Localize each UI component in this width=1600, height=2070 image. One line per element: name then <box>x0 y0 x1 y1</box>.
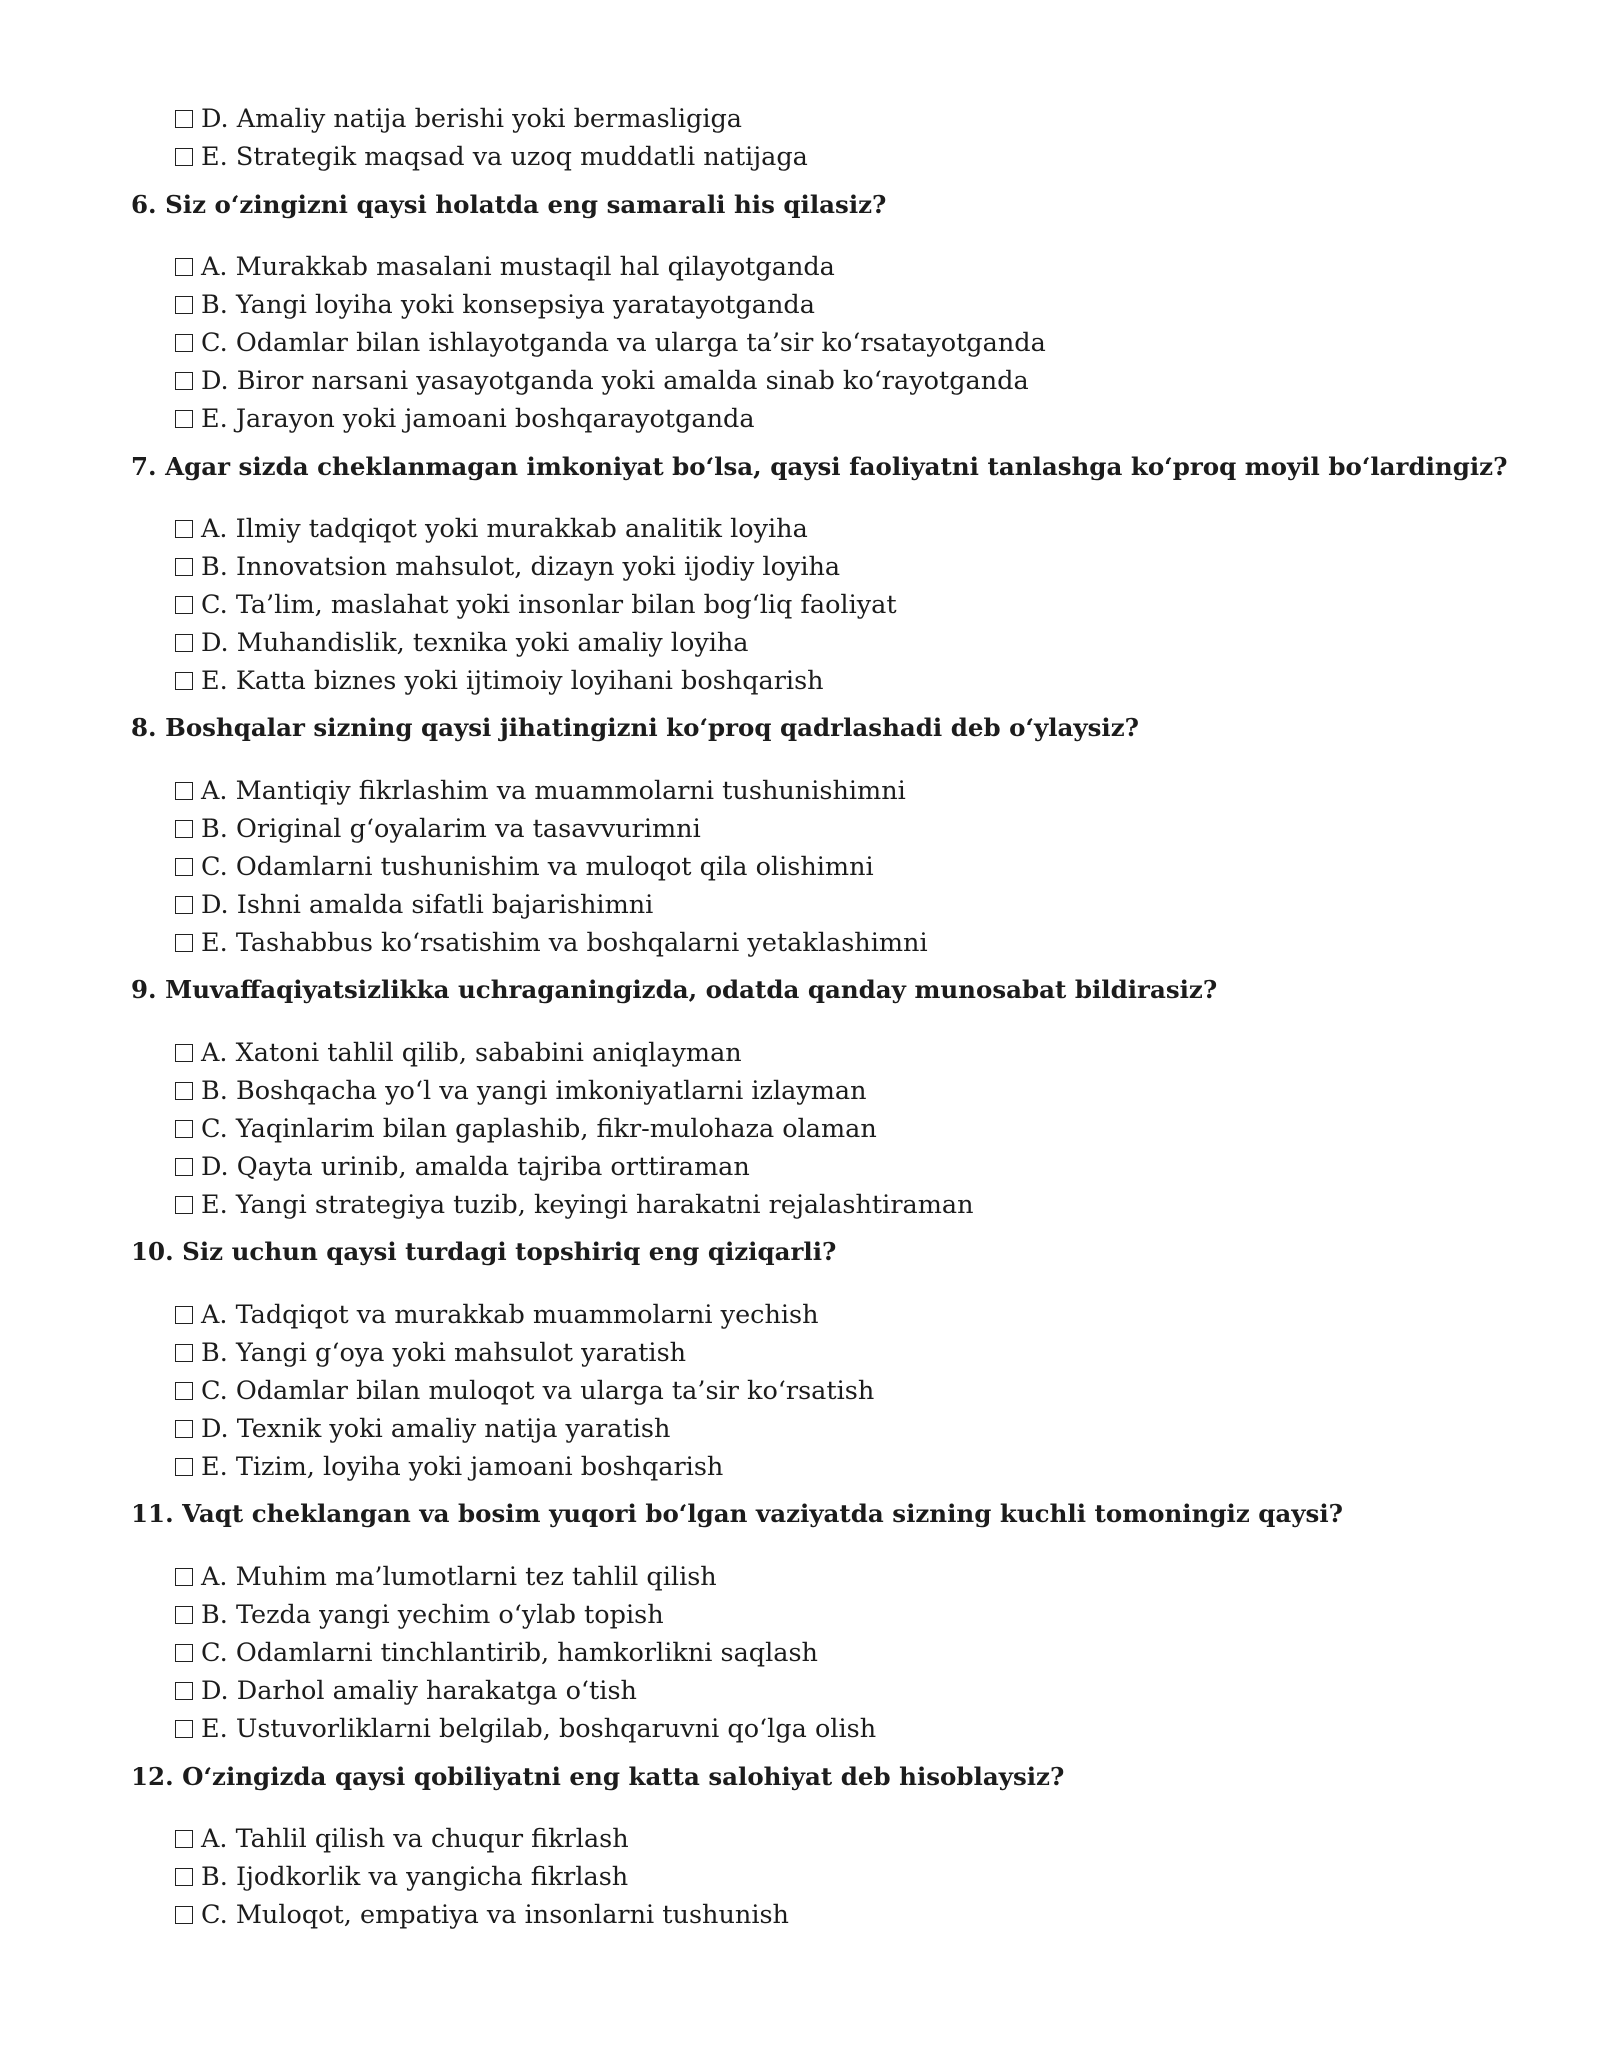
option-label: A. Mantiqiy fikrlashim va muammolarni tushunishimni <box>201 776 906 806</box>
option-8-d[interactable] <box>175 890 653 920</box>
checkbox-icon[interactable] <box>175 558 193 576</box>
option-12-b[interactable] <box>175 1862 628 1892</box>
checkbox-icon[interactable] <box>175 296 193 314</box>
option-label: B. Tezda yangi yechim o‘ylab topish <box>201 1600 664 1630</box>
option-7-a[interactable] <box>175 514 808 544</box>
option-label: E. Katta biznes yoki ijtimoiy loyihani boshqarish <box>201 666 824 696</box>
option-9-d[interactable] <box>175 1152 750 1182</box>
checkbox-icon[interactable] <box>175 148 193 166</box>
option-9-a[interactable] <box>175 1038 742 1068</box>
option-label: C. Odamlarni tinchlantirib, hamkorlikni saqlash <box>201 1638 818 1668</box>
question-title: 8. Boshqalar sizning qaysi jihatingizni ko‘proq qadrlashadi deb o‘ylaysiz? <box>131 713 1139 742</box>
option-label: D. Ishni amalda sifatli bajarishimni <box>201 890 654 920</box>
option-label: B. Ijodkorlik va yangicha fikrlash <box>201 1862 629 1892</box>
option-6-c[interactable] <box>175 328 1046 358</box>
option-8-a[interactable] <box>175 776 906 806</box>
option-6-d[interactable] <box>175 366 1029 396</box>
option-label: C. Yaqinlarim bilan gaplashib, fikr-mulohaza olaman <box>201 1114 877 1144</box>
option-label: A. Murakkab masalani mustaqil hal qilayotganda <box>201 252 835 282</box>
checkbox-icon[interactable] <box>175 1306 193 1324</box>
option-label: B. Original g‘oyalarim va tasavvurimni <box>201 814 701 844</box>
option-12-c[interactable] <box>175 1900 789 1930</box>
checkbox-icon[interactable] <box>175 1196 193 1214</box>
checkbox-icon[interactable] <box>175 258 193 276</box>
option-label: C. Odamlar bilan muloqot va ularga ta’sir ko‘rsatish <box>201 1376 875 1406</box>
option-label: D. Muhandislik, texnika yoki amaliy loyiha <box>201 628 749 658</box>
option-label: D. Amaliy natija berishi yoki bermasligiga <box>201 104 743 134</box>
question-title: 6. Siz o‘zingizni qaysi holatda eng samarali his qilasiz? <box>131 190 887 219</box>
option-label: C. Odamlar bilan ishlayotganda va ularga ta’sir ko‘rsatayotganda <box>201 328 1046 358</box>
checkbox-icon[interactable] <box>175 934 193 952</box>
option-8-b[interactable] <box>175 814 701 844</box>
option-10-e[interactable] <box>175 1452 723 1482</box>
option-label: E. Jarayon yoki jamoani boshqarayotganda <box>201 404 755 434</box>
checkbox-icon[interactable] <box>175 1120 193 1138</box>
checkbox-icon[interactable] <box>175 1606 193 1624</box>
option-label: D. Texnik yoki amaliy natija yaratish <box>201 1414 671 1444</box>
checkbox-icon[interactable] <box>175 1382 193 1400</box>
checkbox-icon[interactable] <box>175 1906 193 1924</box>
option-label: C. Odamlarni tushunishim va muloqot qila olishimni <box>201 852 874 882</box>
option-label: A. Ilmiy tadqiqot yoki murakkab analitik loyiha <box>201 514 808 544</box>
option-label: E. Yangi strategiya tuzib, keyingi harakatni rejalashtiraman <box>201 1190 974 1220</box>
option-11-d[interactable] <box>175 1676 637 1706</box>
option-12-a[interactable] <box>175 1824 629 1854</box>
option-6-b[interactable] <box>175 290 815 320</box>
option-6-a[interactable] <box>175 252 835 282</box>
question-title: 12. O‘zingizda qaysi qobiliyatni eng katta salohiyat deb hisoblaysiz? <box>131 1762 1065 1791</box>
option-7-b[interactable] <box>175 552 840 582</box>
option-label: E. Strategik maqsad va uzoq muddatli natijaga <box>201 142 808 172</box>
checkbox-icon[interactable] <box>175 820 193 838</box>
checkbox-icon[interactable] <box>175 634 193 652</box>
option-7-d[interactable] <box>175 628 749 658</box>
checkbox-icon[interactable] <box>175 1682 193 1700</box>
checkbox-icon[interactable] <box>175 334 193 352</box>
option-9-e[interactable] <box>175 1190 974 1220</box>
option-9-c[interactable] <box>175 1114 877 1144</box>
checkbox-icon[interactable] <box>175 782 193 800</box>
option-label: B. Yangi loyiha yoki konsepsiya yaratayotganda <box>201 290 815 320</box>
option-label: C. Ta’lim, maslahat yoki insonlar bilan bog‘liq faoliyat <box>201 590 897 620</box>
option-7-c[interactable] <box>175 590 897 620</box>
option-11-c[interactable] <box>175 1638 818 1668</box>
option-label: B. Innovatsion mahsulot, dizayn yoki ijodiy loyiha <box>201 552 841 582</box>
option-label: A. Tadqiqot va murakkab muammolarni yechish <box>201 1300 819 1330</box>
option-label: A. Tahlil qilish va chuqur fikrlash <box>201 1824 629 1854</box>
option-11-e[interactable] <box>175 1714 876 1744</box>
option-label: D. Qayta urinib, amalda tajriba orttiraman <box>201 1152 750 1182</box>
option-label: C. Muloqot, empatiya va insonlarni tushunish <box>201 1900 789 1930</box>
option-label: D. Darhol amaliy harakatga o‘tish <box>201 1676 637 1706</box>
option-label: A. Xatoni tahlil qilib, sababini aniqlayman <box>201 1038 742 1068</box>
option-9-b[interactable] <box>175 1076 867 1106</box>
checkbox-icon[interactable] <box>175 1458 193 1476</box>
question-title: 7. Agar sizda cheklanmagan imkoniyat bo‘lsa, qaysi faoliyatni tanlashga ko‘proq moyil bo‘lardingiz? <box>131 452 1508 481</box>
checkbox-icon[interactable] <box>175 596 193 614</box>
checkbox-icon[interactable] <box>175 1830 193 1848</box>
checkbox-icon[interactable] <box>175 1344 193 1362</box>
checkbox-icon[interactable] <box>175 410 193 428</box>
checkbox-icon[interactable] <box>175 520 193 538</box>
option-label: E. Tizim, loyiha yoki jamoani boshqarish <box>201 1452 724 1482</box>
checkbox-icon[interactable] <box>175 672 193 690</box>
option-label: A. Muhim ma’lumotlarni tez tahlil qilish <box>201 1562 717 1592</box>
checkbox-icon[interactable] <box>175 1644 193 1662</box>
option-5-d[interactable] <box>175 104 742 134</box>
question-title: 10. Siz uchun qaysi turdagi topshiriq eng qiziqarli? <box>131 1237 837 1266</box>
option-11-a[interactable] <box>175 1562 717 1592</box>
checkbox-icon[interactable] <box>175 1568 193 1586</box>
option-label: E. Ustuvorliklarni belgilab, boshqaruvni qo‘lga olish <box>201 1714 877 1744</box>
option-8-c[interactable] <box>175 852 874 882</box>
checkbox-icon[interactable] <box>175 858 193 876</box>
option-label: D. Biror narsani yasayotganda yoki amalda sinab ko‘rayotganda <box>201 366 1029 396</box>
option-5-e[interactable] <box>175 142 808 172</box>
option-10-d[interactable] <box>175 1414 670 1444</box>
checkbox-icon[interactable] <box>175 1082 193 1100</box>
checkbox-icon[interactable] <box>175 896 193 914</box>
option-10-b[interactable] <box>175 1338 686 1368</box>
checkbox-icon[interactable] <box>175 1868 193 1886</box>
question-title: 9. Muvaffaqiyatsizlikka uchraganingizda, odatda qanday munosabat bildirasiz? <box>131 975 1218 1004</box>
option-6-e[interactable] <box>175 404 755 434</box>
option-7-e[interactable] <box>175 666 824 696</box>
option-11-b[interactable] <box>175 1600 664 1630</box>
checkbox-icon[interactable] <box>175 1720 193 1738</box>
checkbox-icon[interactable] <box>175 110 193 128</box>
checkbox-icon[interactable] <box>175 1420 193 1438</box>
option-label: B. Yangi g‘oya yoki mahsulot yaratish <box>201 1338 687 1368</box>
option-10-a[interactable] <box>175 1300 819 1330</box>
checkbox-icon[interactable] <box>175 372 193 390</box>
option-label: B. Boshqacha yo‘l va yangi imkoniyatlarni izlayman <box>201 1076 867 1106</box>
checkbox-icon[interactable] <box>175 1158 193 1176</box>
question-title: 11. Vaqt cheklangan va bosim yuqori bo‘lgan vaziyatda sizning kuchli tomoningiz qaysi? <box>131 1499 1343 1528</box>
option-8-e[interactable] <box>175 928 928 958</box>
option-10-c[interactable] <box>175 1376 874 1406</box>
option-label: E. Tashabbus ko‘rsatishim va boshqalarni yetaklashimni <box>201 928 928 958</box>
checkbox-icon[interactable] <box>175 1044 193 1062</box>
